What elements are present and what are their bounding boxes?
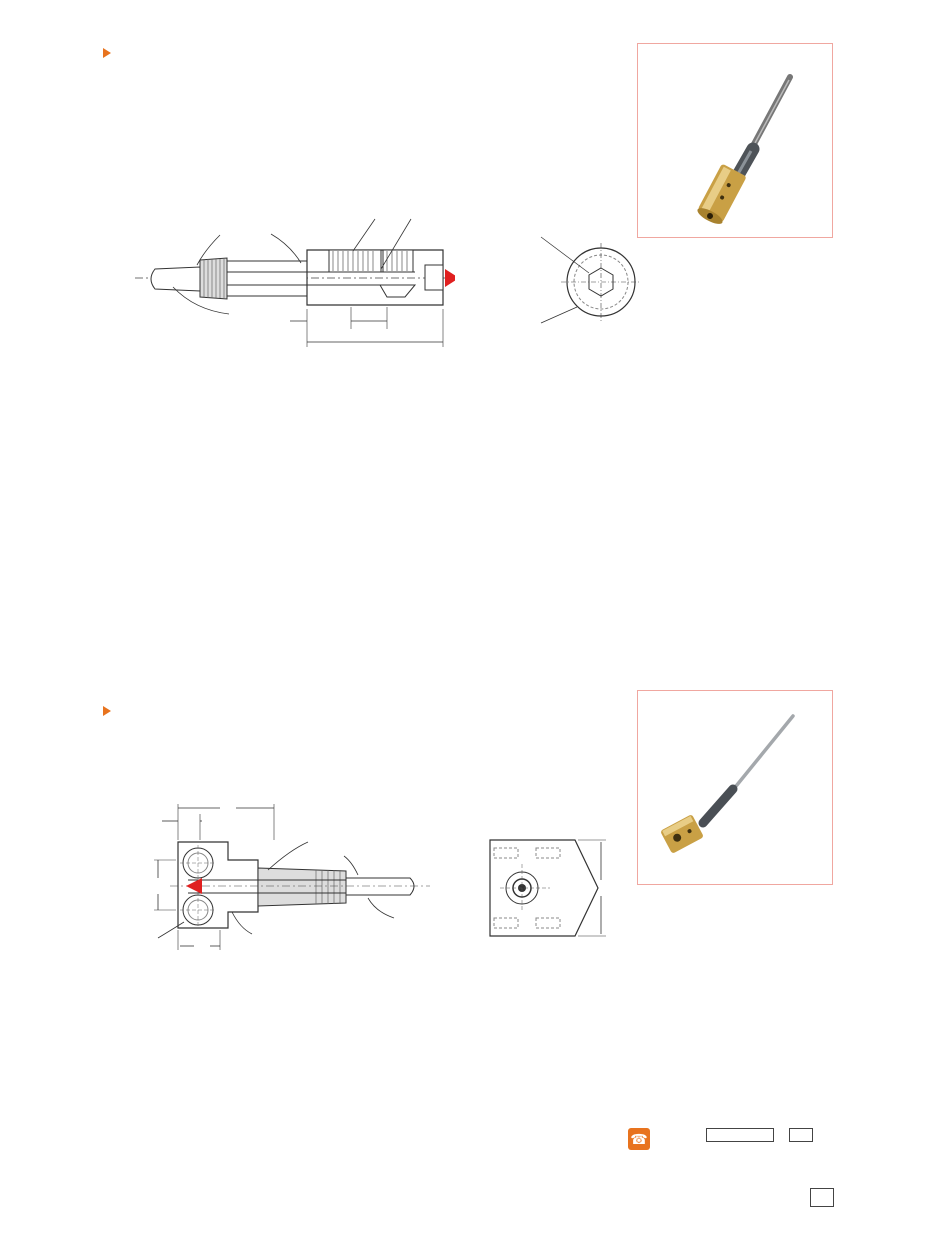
spec-table-1 <box>98 401 834 444</box>
cascade-side-diagram-2 <box>140 800 440 950</box>
category-sidebar <box>858 35 932 1219</box>
product-photo-2 <box>637 690 833 885</box>
bullet-triangle-icon <box>103 48 111 58</box>
phone-order-icon: ☎ <box>628 1128 650 1150</box>
product-photo-1 <box>637 43 833 238</box>
spec-table-2 <box>98 990 834 1033</box>
order-type-label <box>706 1128 774 1142</box>
coupling-photo-1-image <box>638 44 834 239</box>
hex-block-end-view <box>480 830 620 950</box>
bullet-triangle-icon <box>103 706 111 716</box>
page-number <box>810 1188 834 1207</box>
order-pcs-label <box>789 1128 813 1142</box>
order-example <box>628 1128 818 1168</box>
coupling-photo-2-image <box>638 691 834 886</box>
cascade-side-diagram-1 <box>125 205 455 355</box>
hex-end-view-diagram <box>505 215 645 340</box>
red-flow-arrow-icon <box>445 269 455 287</box>
